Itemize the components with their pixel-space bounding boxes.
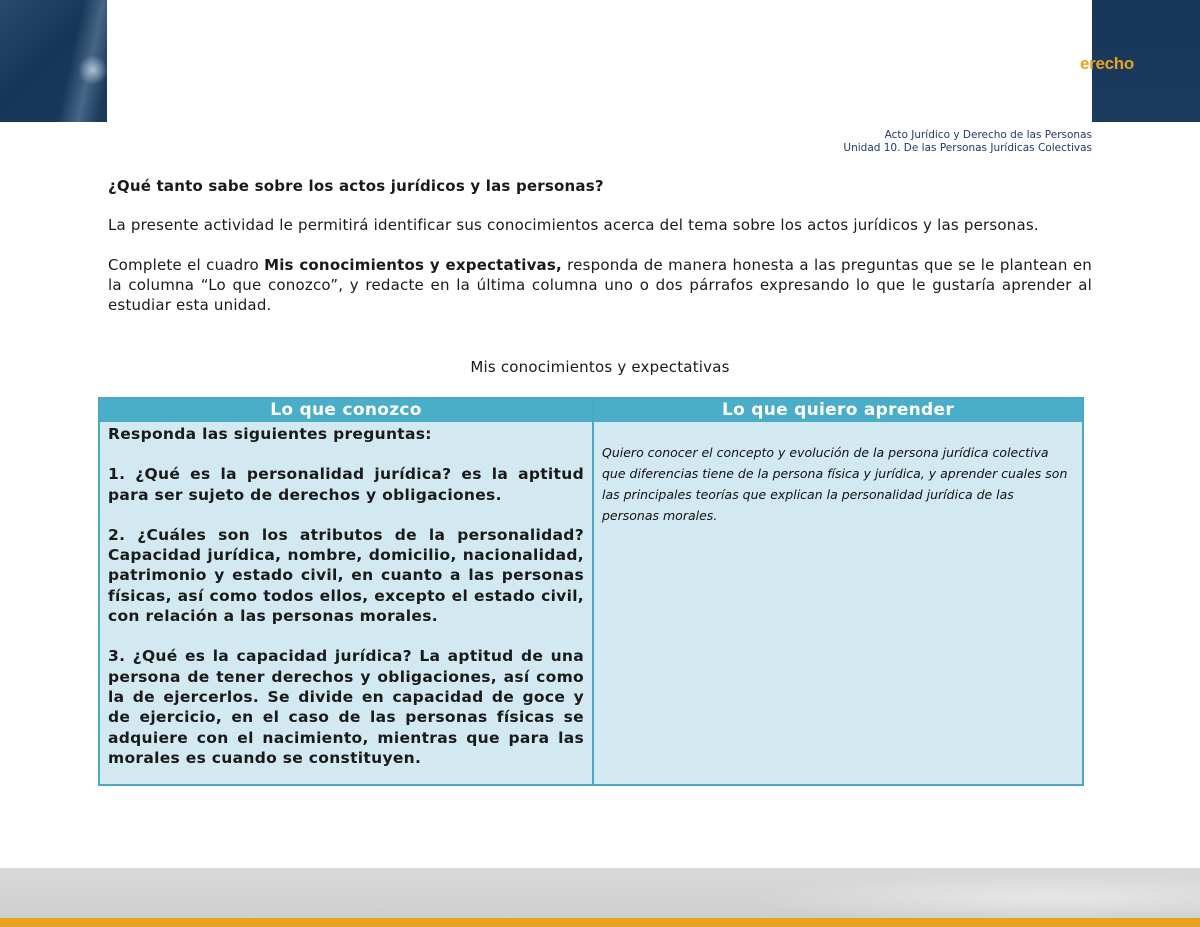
activity-heading: ¿Qué tanto sabe sobre los actos jurídicos y las personas?	[108, 177, 604, 195]
question-2: 2. ¿Cuáles son los atributos de la personalidad? Capacidad jurídica, nombre, domicilio, nacionalidad, patrimonio y estado civil, en cuanto a las personas físicas, así como todos ellos, excepto el estado civil, con relación a las personas morales.	[108, 525, 584, 626]
footer-accent-line	[0, 918, 1200, 927]
column-header-learn: Lo que quiero aprender	[594, 399, 1082, 422]
know-intro: Responda las siguientes preguntas:	[108, 425, 432, 443]
instructions-paragraph	[108, 255, 1092, 315]
question-3: 3. ¿Qué es la capacidad jurídica? La aptitud de una persona de tener derechos y obligaciones, así como la de ejercerlos. Se divide en capacidad de goce y de ejercicio, en el caso de las personas físicas se adquiere con el nacimiento, mientras que para las morales es cuando se constituyen.	[108, 647, 584, 767]
knowledge-table	[98, 397, 1084, 786]
header-banner-left	[0, 0, 107, 122]
brand-logo-text: erecho	[1080, 54, 1134, 73]
instructions-emphasis: Mis conocimientos y expectativas,	[264, 256, 562, 274]
unit-title: Unidad 10. De las Personas Jurídicas Colectivas	[843, 142, 1092, 154]
header-banner-right	[1080, 0, 1200, 122]
footer-band	[0, 868, 1200, 918]
course-title: Acto Jurídico y Derecho de las Personas	[884, 129, 1092, 141]
document-header	[843, 129, 1092, 155]
know-cell	[108, 424, 584, 788]
document-content	[108, 177, 1092, 376]
instructions-post: responda de manera honesta a las preguntas que se le plantean en la columna “Lo que conozco”, y redacte en la última columna uno o dos párrafos expresando lo que le gustaría aprender al estudiar esta unidad.	[108, 256, 1092, 314]
question-1: 1. ¿Qué es la personalidad jurídica? es la aptitud para ser sujeto de derechos y obligaciones.	[108, 465, 584, 504]
column-header-know: Lo que conozco	[100, 399, 592, 422]
learn-cell: Quiero conocer el concepto y evolución de la persona jurídica colectiva que diferencias tiene de la persona física y jurídica, y aprender cuales son las principales teorías que explican la personalidad jurídica de las personas morales.	[602, 445, 1068, 523]
intro-paragraph: La presente actividad le permitirá identificar sus conocimientos acerca del tema sobre los actos jurídicos y las personas.	[108, 216, 1039, 234]
column-divider	[592, 399, 594, 784]
instructions-pre: Complete el cuadro	[108, 256, 265, 274]
table-title: Mis conocimientos y expectativas	[470, 358, 730, 376]
